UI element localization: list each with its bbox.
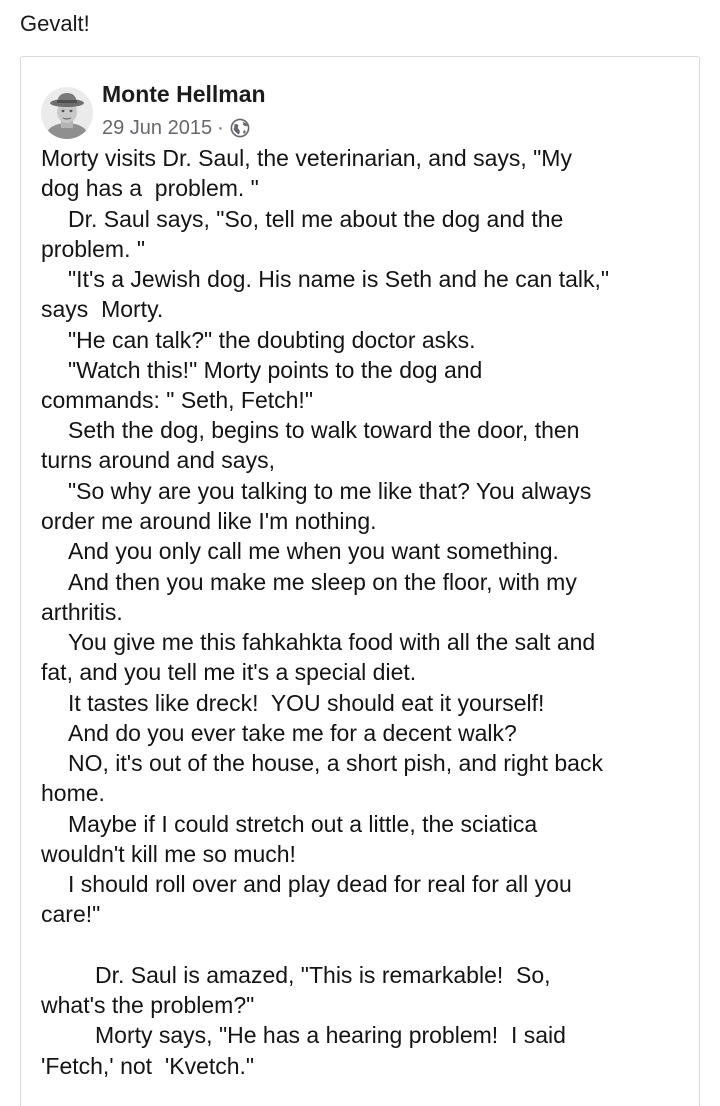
post-text-line: "He can talk?" the doubting doctor asks. (68, 327, 476, 353)
post-text-line: fat, and you tell me it's a special diet. (41, 659, 417, 685)
globe-icon[interactable] (230, 118, 250, 138)
post-text-line: Morty visits Dr. Saul, the veterinarian, and says, "My (41, 145, 572, 171)
meta-separator: · (217, 116, 224, 139)
post-text-line: I should roll over and play dead for real for all you (68, 871, 572, 897)
post-text-line: problem. " (41, 236, 146, 262)
post-text-line: "Watch this!" Morty points to the dog and (68, 357, 483, 383)
post-text-line: "It's a Jewish dog. His name is Seth and he can talk," (68, 266, 610, 292)
post-text-line: Morty says, "He has a hearing problem! I said (95, 1022, 566, 1048)
post-text-line: dog has a problem. " (41, 175, 259, 201)
post-caption: Gevalt! (20, 11, 90, 36)
post-meta (102, 114, 250, 142)
person-in-hat-avatar (41, 87, 93, 139)
post-text-line: home. (41, 780, 105, 806)
post-text-line: commands: " Seth, Fetch!" (41, 387, 313, 413)
post-text-line: And then you make me sleep on the floor, with my (68, 569, 577, 595)
post-text-line: order me around like I'm nothing. (41, 508, 377, 534)
post-date[interactable]: 29 Jun 2015 (102, 116, 213, 139)
post-text-line: Seth the dog, begins to walk toward the door, then (68, 417, 580, 443)
post-text-line: turns around and says, (41, 447, 275, 473)
shared-post-card (20, 56, 700, 1106)
post-text-line: wouldn't kill me so much! (41, 841, 296, 867)
author-name[interactable]: Monte Hellman (102, 81, 266, 107)
post-text-line: what's the problem?" (41, 992, 255, 1018)
author-avatar[interactable] (41, 87, 93, 139)
post-text-line: NO, it's out of the house, a short pish, and right back (68, 750, 603, 776)
post-text-line: Maybe if I could stretch out a little, the sciatica (68, 811, 538, 837)
post-text-line: Dr. Saul is amazed, "This is remarkable! So, (95, 962, 551, 988)
post-text-line: 'Fetch,' not 'Kvetch." (41, 1053, 255, 1079)
post-text-line: And you only call me when you want something. (68, 538, 559, 564)
post-text-line: It tastes like dreck! YOU should eat it yourself! (68, 690, 545, 716)
post-text-line: "So why are you talking to me like that? You always (68, 478, 592, 504)
post-text-line: care!" (41, 901, 101, 927)
post-text-line: arthritis. (41, 599, 123, 625)
post-text-line: Dr. Saul says, "So, tell me about the dog and the (68, 206, 564, 232)
post-text-line: says Morty. (41, 296, 164, 322)
post-text-line: You give me this fahkahkta food with all the salt and (68, 629, 596, 655)
post-text-line: And do you ever take me for a decent walk? (68, 720, 517, 746)
